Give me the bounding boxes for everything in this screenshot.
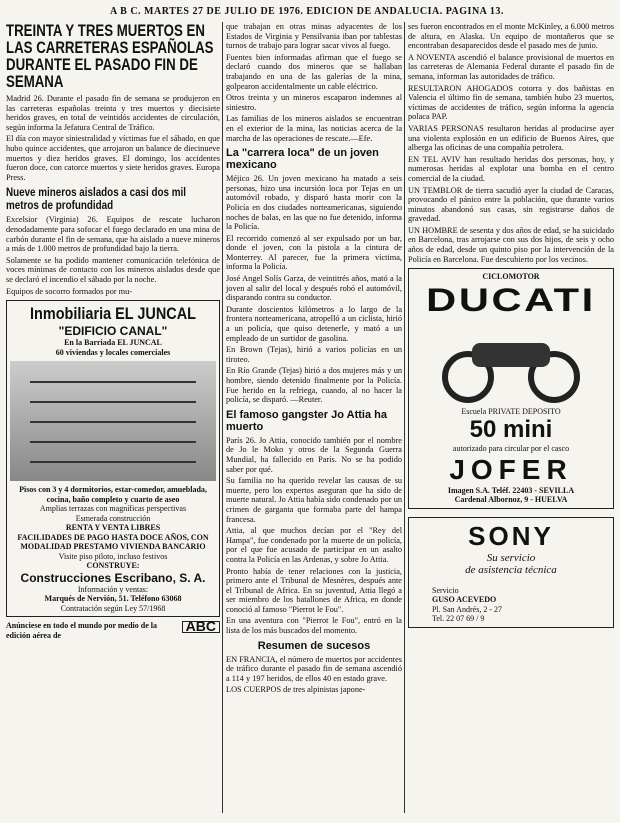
article-paragraph: En Río Grande (Tejas) hirió a dos mujeres más y un hombre, siendo detenido finalmente por la Policía. Fue herido en la refriega, cuando, al no hacer la policía, se disparó. —Reuter. bbox=[226, 366, 402, 405]
article-paragraph: Otros treinta y un mineros escaparon indemnes al siniestro. bbox=[226, 93, 402, 112]
article-paragraph: RESULTARON AHOGADOS cotorra y dos bañistas en Valencia el último fin de semana, también hubo 23 muertos, víctimas de accidentes de tráfico, según informa la agencia polaca PAP. bbox=[408, 83, 614, 122]
article-paragraph: El día con mayor siniestralidad y víctimas fue el sábado, en que hubo quince accidentes, que arrojaron un balance de diecinueve muertos y diez heridos graves. El domingo, los accidentes fueron doce, con catorce muertos y siete heridos graves. Europa Press. bbox=[6, 134, 220, 182]
column-3 bbox=[408, 22, 614, 813]
ad-line: Pl. San Andrés, 2 - 27 bbox=[432, 604, 502, 614]
ducati-ad bbox=[408, 268, 614, 509]
footer-note: ABC Anúnciese en todo el mundo por medio de la edición aérea de bbox=[6, 621, 220, 640]
article-paragraph: Solamente se ha podido mantener comunicación telefónica de voces mínimas de contacto con los mineros aislados desde que se declaró el incendio el sábado por la noche. bbox=[6, 255, 220, 284]
article-paragraph: Pronto había de tener relaciones con la justicia, primero ante el Tribunal de Mesnères, después ante el Tribunal de Africa. En su juventud, Attia llegó a ser miembro de los batallones de Africa, en donde conoció al famoso "Pierrot le Fou". bbox=[226, 566, 402, 614]
article-paragraph: El recorrido comenzó al ser expulsado por un bar, donde el joven, con la pistola a la cintura de Monterrey. Al parecer, fue la primera víctima, informa la Policía. bbox=[226, 233, 402, 272]
article-headline: TREINTA Y TRES MUERTOS EN LAS CARRETERAS ESPAÑOLAS DURANTE EL PASADO FIN DE SEMANA bbox=[6, 21, 214, 91]
article-paragraph: París 26. Jo Attia, conocido también por el nombre de Jo le Moko y otros de la Segunda Guerra Mundial, ha fallecido en París. No se ha podido saber por qué. bbox=[226, 435, 402, 474]
dealer-name: JOFER bbox=[449, 453, 573, 485]
article-headline: La "carrera loca" de un joven mexicano bbox=[226, 147, 379, 172]
article-paragraph: Equipos de socorro formados por mu- bbox=[6, 286, 133, 296]
ad-line: Imagen S.A. Teléf. 22403 - SEVILLA bbox=[447, 485, 575, 495]
article-paragraph: En Brown (Tejas), hirió a varios policías en un tiroteo. bbox=[226, 345, 402, 364]
ad-line: Servicio bbox=[432, 585, 459, 595]
column-2 bbox=[226, 22, 402, 813]
ad-title: Inmobiliaria EL JUNCAL bbox=[30, 304, 196, 324]
abc-logo: ABC bbox=[182, 621, 220, 633]
ad-line: En la Barriada EL JUNCAL bbox=[64, 338, 162, 348]
ad-line: Información y ventas: bbox=[77, 584, 149, 594]
article-paragraph: LOS CUERPOS de tres alpinistas japone- bbox=[226, 685, 366, 695]
article-headline: Nueve mineros aislados a casi dos mil metros de profundidad bbox=[6, 185, 186, 213]
ad-line: RENTA Y VENTA LIBRES bbox=[65, 523, 161, 533]
article-paragraph: EN TEL AVIV han resultado heridas dos personas, hoy, y numerosas heridas al explotar una bomba en el centro comercial de la ciudad. bbox=[408, 154, 614, 183]
article-paragraph: José Angel Solís Garza, de veintitrés años, mató a la joven al salir del local y después robó el automóvil, disparando contra su conductor. bbox=[226, 274, 402, 303]
ad-line: Su servicio bbox=[486, 551, 536, 564]
ducati-logo: DUCATI bbox=[426, 281, 596, 318]
article-paragraph: Méjico 26. Un joven mexicano ha matado a seis personas, hizo una incursión loca por Tejas en un automóvil robado, y disparó hasta morir con la Policía en dos ciudades norteamericanas, siguiendo noches de balas, en las que no fue detenido, informa la Policía. bbox=[226, 174, 402, 232]
sony-ad bbox=[408, 517, 614, 628]
article-paragraph: En una aventura con "Pierrot le Fou", entró en la lista de los más buscados del momento. bbox=[226, 616, 402, 636]
article-headline: Resumen de sucesos bbox=[257, 639, 371, 652]
article-paragraph: Las familias de los mineros aislados se encuentran en el exterior de la mina, las noticias acerca de la marcha de las operaciones de rescate.—Efe. bbox=[226, 114, 402, 143]
ad-line: de asistencia técnica bbox=[465, 563, 557, 576]
article-paragraph: Excelsior (Virginia) 26. Equipos de rescate lucharon denodadamente para sofocar el fuego declarado en una mina de carbón durante el fin de semana, que ha aislado a nueve mineros a más de 1.000 metros de profundidad bajo la tierra. bbox=[6, 215, 220, 254]
column-rule bbox=[222, 22, 223, 813]
ad-line: Cardenal Albornoz, 9 - HUELVA bbox=[454, 495, 568, 505]
article-paragraph: UN TEMBLOR de tierra sacudió ayer la ciudad de Caracas, provocando el pánico entre la población, que durante varios minutos abandonó sus casas, sin registrarse daños de gravedad. bbox=[408, 185, 614, 224]
ad-line: Pisos con 3 y 4 dormitorios, estar-comedor, amueblada, cocina, baño completo y cuarto de aseo bbox=[19, 485, 207, 504]
ad-line: Amplias terrazas con magníficas perspectivas bbox=[39, 504, 187, 514]
article-paragraph: EN FRANCIA, el número de muertos por accidentes de tráfico durante el pasado fin de semana ascendió a 114 y 197 heridos, de ellos 40 en estado grave. bbox=[226, 654, 402, 683]
ad-line: Marqués de Nervión, 51. Teléfono 63068 bbox=[44, 594, 182, 604]
ad-subtitle: "EDIFICIO CANAL" bbox=[58, 324, 168, 339]
column-rule bbox=[404, 22, 405, 813]
article-paragraph: A NOVENTA ascendió el balance provisional de muertos en las carreteras de Alemania Federal durante el pasado fin de semana, informan las autoridades de tráfico. bbox=[408, 52, 614, 81]
ad-line: GUSO ACEVEDO bbox=[432, 595, 497, 605]
ad-company: Construcciones Escribano, S. A. bbox=[20, 570, 206, 585]
ad-price: 50 mini bbox=[469, 416, 553, 444]
article-paragraph: UN HOMBRE de sesenta y dos años de edad, se ha suicidado en Barcelona, tras arrojarse con sus dos hijos, de seis y ocho años de edad, desde un quinto piso por la intervención de la Policía en Barcelona. Fue descubierto por los vecinos. bbox=[408, 225, 614, 264]
article-paragraph: que trabajan en otras minas adyacentes de los Estados de Virginia y Pensilvania iban por tablestas turnos de trabajo para lograr sacar vivos al fuego. bbox=[226, 22, 402, 51]
ad-line: CONSTRUYE: bbox=[86, 561, 140, 571]
ad-line: Visite piso piloto, incluso festivos bbox=[58, 551, 168, 561]
article-paragraph: Attia, al que muchos decían por el "Rey del Hampa", fue condenado por la muerte de un policía, por el que fue acusado de participar en un asalto contra la Policía en las Ardenas, y sobre Jo Attia. bbox=[226, 526, 402, 564]
ad-line: Contratación según Ley 57/1968 bbox=[60, 603, 166, 613]
ad-line: autorizado para circular por el casco bbox=[452, 444, 570, 454]
article-paragraph: Durante doscientos kilómetros a lo largo de la frontera norteamericana, atropelló a un ciclista, hirió a un policía, que quiso detenerle, y mató a un empleado de un surtidor de gasolina. bbox=[226, 304, 402, 343]
building-illustration bbox=[10, 361, 216, 481]
ad-line: FACILIDADES DE PAGO HASTA DOCE AÑOS, CON MODALIDAD PRESTAMO VIVIENDA BANCARIO bbox=[17, 532, 209, 552]
article-headline: El famoso gangster Jo Attia ha muerto bbox=[226, 408, 387, 433]
motorcycle-illustration bbox=[412, 323, 610, 403]
article-paragraph: VARIAS PERSONAS resultaron heridas al producirse ayer una violenta explosión en un edificio de Buenos Aires, que alberga las oficinas de una compañía petrolera. bbox=[408, 123, 614, 153]
page-header: A B C. MARTES 27 DE JULIO DE 1976. EDICION DE ANDALUCIA. PAGINA 13. bbox=[110, 6, 504, 17]
article-paragraph: Su familia no ha querido revelar las causas de su muerte, pero los expertos aseguran que ha sido de muerte natural. Jo Attia había sido condenado por un crimen de garganta que formaba parte del hampa francesa. bbox=[226, 476, 402, 524]
ad-line: Escuela PRIVATE DEPOSITO bbox=[461, 406, 561, 416]
sony-logo: SONY bbox=[468, 520, 554, 551]
ad-label: CICLOMOTOR bbox=[482, 272, 540, 282]
ad-line: Esmerada construcción bbox=[75, 513, 151, 523]
article-paragraph: Fuentes bien informadas afirman que el fuego se declaró cuando dos mineros que se hallaban trabajando en una de las galerías de la mina, golpearon accidentalmente un cable eléctrico. bbox=[226, 52, 402, 91]
juncal-ad bbox=[6, 300, 220, 617]
article-paragraph: Madrid 26. Durante el pasado fin de semana se produjeron en las carreteras españolas treinta y tres muertos y diecisiete heridos graves, en total de veintidós accidentes de circulación, según informa la Jefatura Central de Tráfico. bbox=[6, 94, 220, 132]
column-1 bbox=[6, 22, 220, 813]
ad-line: 60 viviendas y locales comerciales bbox=[55, 347, 171, 357]
ad-line: Tel. 22 07 69 / 9 bbox=[432, 614, 485, 624]
article-paragraph: ses fueron encontrados en el monte McKinley, a 6.000 metros de altura, en Alaska. Un equipo de montañeros que se encontraban desaparecidos desde el pasado mes de junio. bbox=[408, 22, 614, 51]
